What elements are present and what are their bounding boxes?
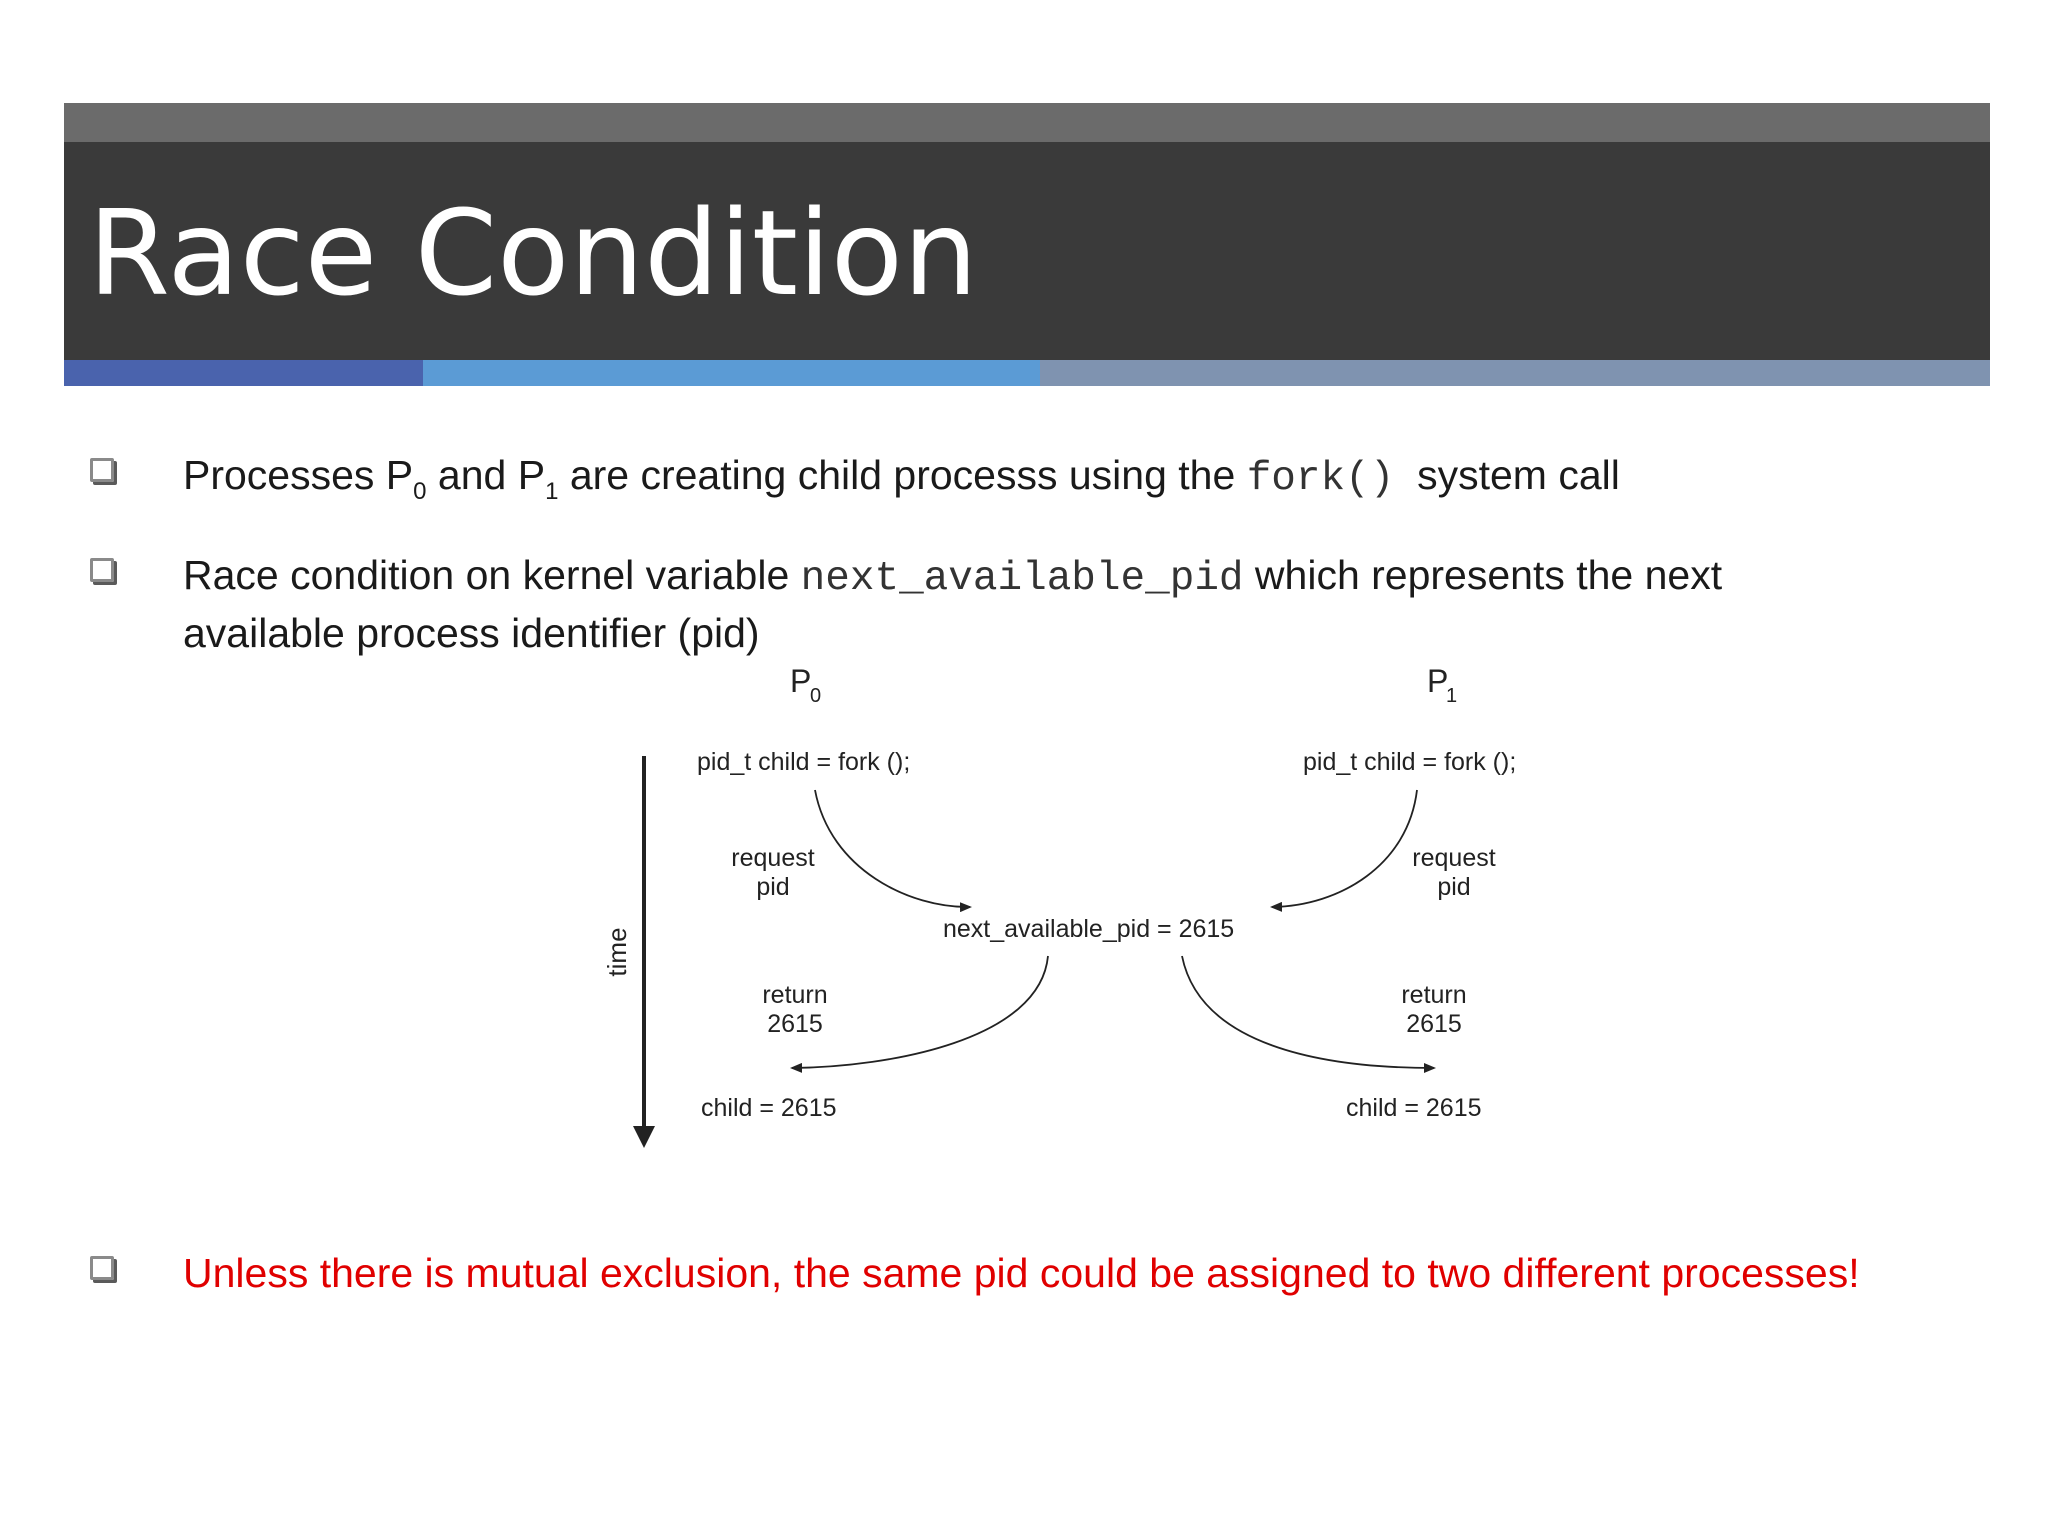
p1-label: P bbox=[1427, 663, 1449, 699]
code-next-available-pid: next_available_pid bbox=[800, 556, 1244, 602]
title-band-top bbox=[64, 103, 1990, 142]
p1-result: child = 2615 bbox=[1346, 1094, 1482, 1122]
p0-request-arrow bbox=[815, 790, 970, 907]
bullet-text: Race condition on kernel variable next_available_pid which represents the next available process identifier (pid) bbox=[183, 552, 1723, 656]
accent-bar-segment-1 bbox=[64, 360, 423, 386]
checkbox-bullet-icon bbox=[90, 558, 114, 582]
p1-request-label-1: request bbox=[1412, 844, 1496, 872]
p1-request-label-2: pid bbox=[1437, 873, 1471, 901]
code-fork: fork() bbox=[1246, 456, 1395, 502]
checkbox-bullet-icon bbox=[90, 1256, 114, 1280]
p0-return-label-2: 2615 bbox=[767, 1010, 823, 1038]
time-axis-arrowhead bbox=[633, 1126, 655, 1148]
p1-subscript: 1 bbox=[1446, 685, 1458, 707]
p1-request-arrow bbox=[1272, 790, 1417, 907]
p0-return-arrow bbox=[792, 956, 1048, 1068]
p0-request-label-1: request bbox=[731, 844, 815, 872]
p1-fork-call: pid_t child = fork (); bbox=[1303, 748, 1517, 776]
mutual-exclusion-warning: Unless there is mutual exclusion, the same pid could be assigned to two different processes! bbox=[183, 1250, 1860, 1296]
accent-bar-segment-3 bbox=[1040, 360, 1990, 386]
race-diagram-svg bbox=[560, 650, 1620, 1170]
p0-result: child = 2615 bbox=[701, 1094, 837, 1122]
p0-request-label-2: pid bbox=[756, 873, 790, 901]
p0-subscript: 0 bbox=[810, 685, 822, 707]
accent-bar-segment-2 bbox=[423, 360, 1040, 386]
checkbox-bullet-icon bbox=[90, 458, 114, 482]
p1-return-label-2: 2615 bbox=[1406, 1010, 1462, 1038]
p0-return-label-1: return bbox=[762, 981, 828, 1009]
p1-return-label-1: return bbox=[1401, 981, 1467, 1009]
time-label: time bbox=[602, 927, 632, 977]
bullet-text: Processes $P_0$ and $P_1$ are creating child processs using the fork() system call bbox=[183, 452, 1620, 505]
p0-label: P bbox=[790, 663, 812, 699]
race-condition-diagram bbox=[560, 650, 1620, 1170]
p1-return-arrow bbox=[1182, 956, 1434, 1068]
p0-fork-call: pid_t child = fork (); bbox=[697, 748, 911, 776]
shared-variable-label: next_available_pid = 2615 bbox=[943, 915, 1235, 943]
slide-title: Race Condition bbox=[88, 184, 978, 322]
